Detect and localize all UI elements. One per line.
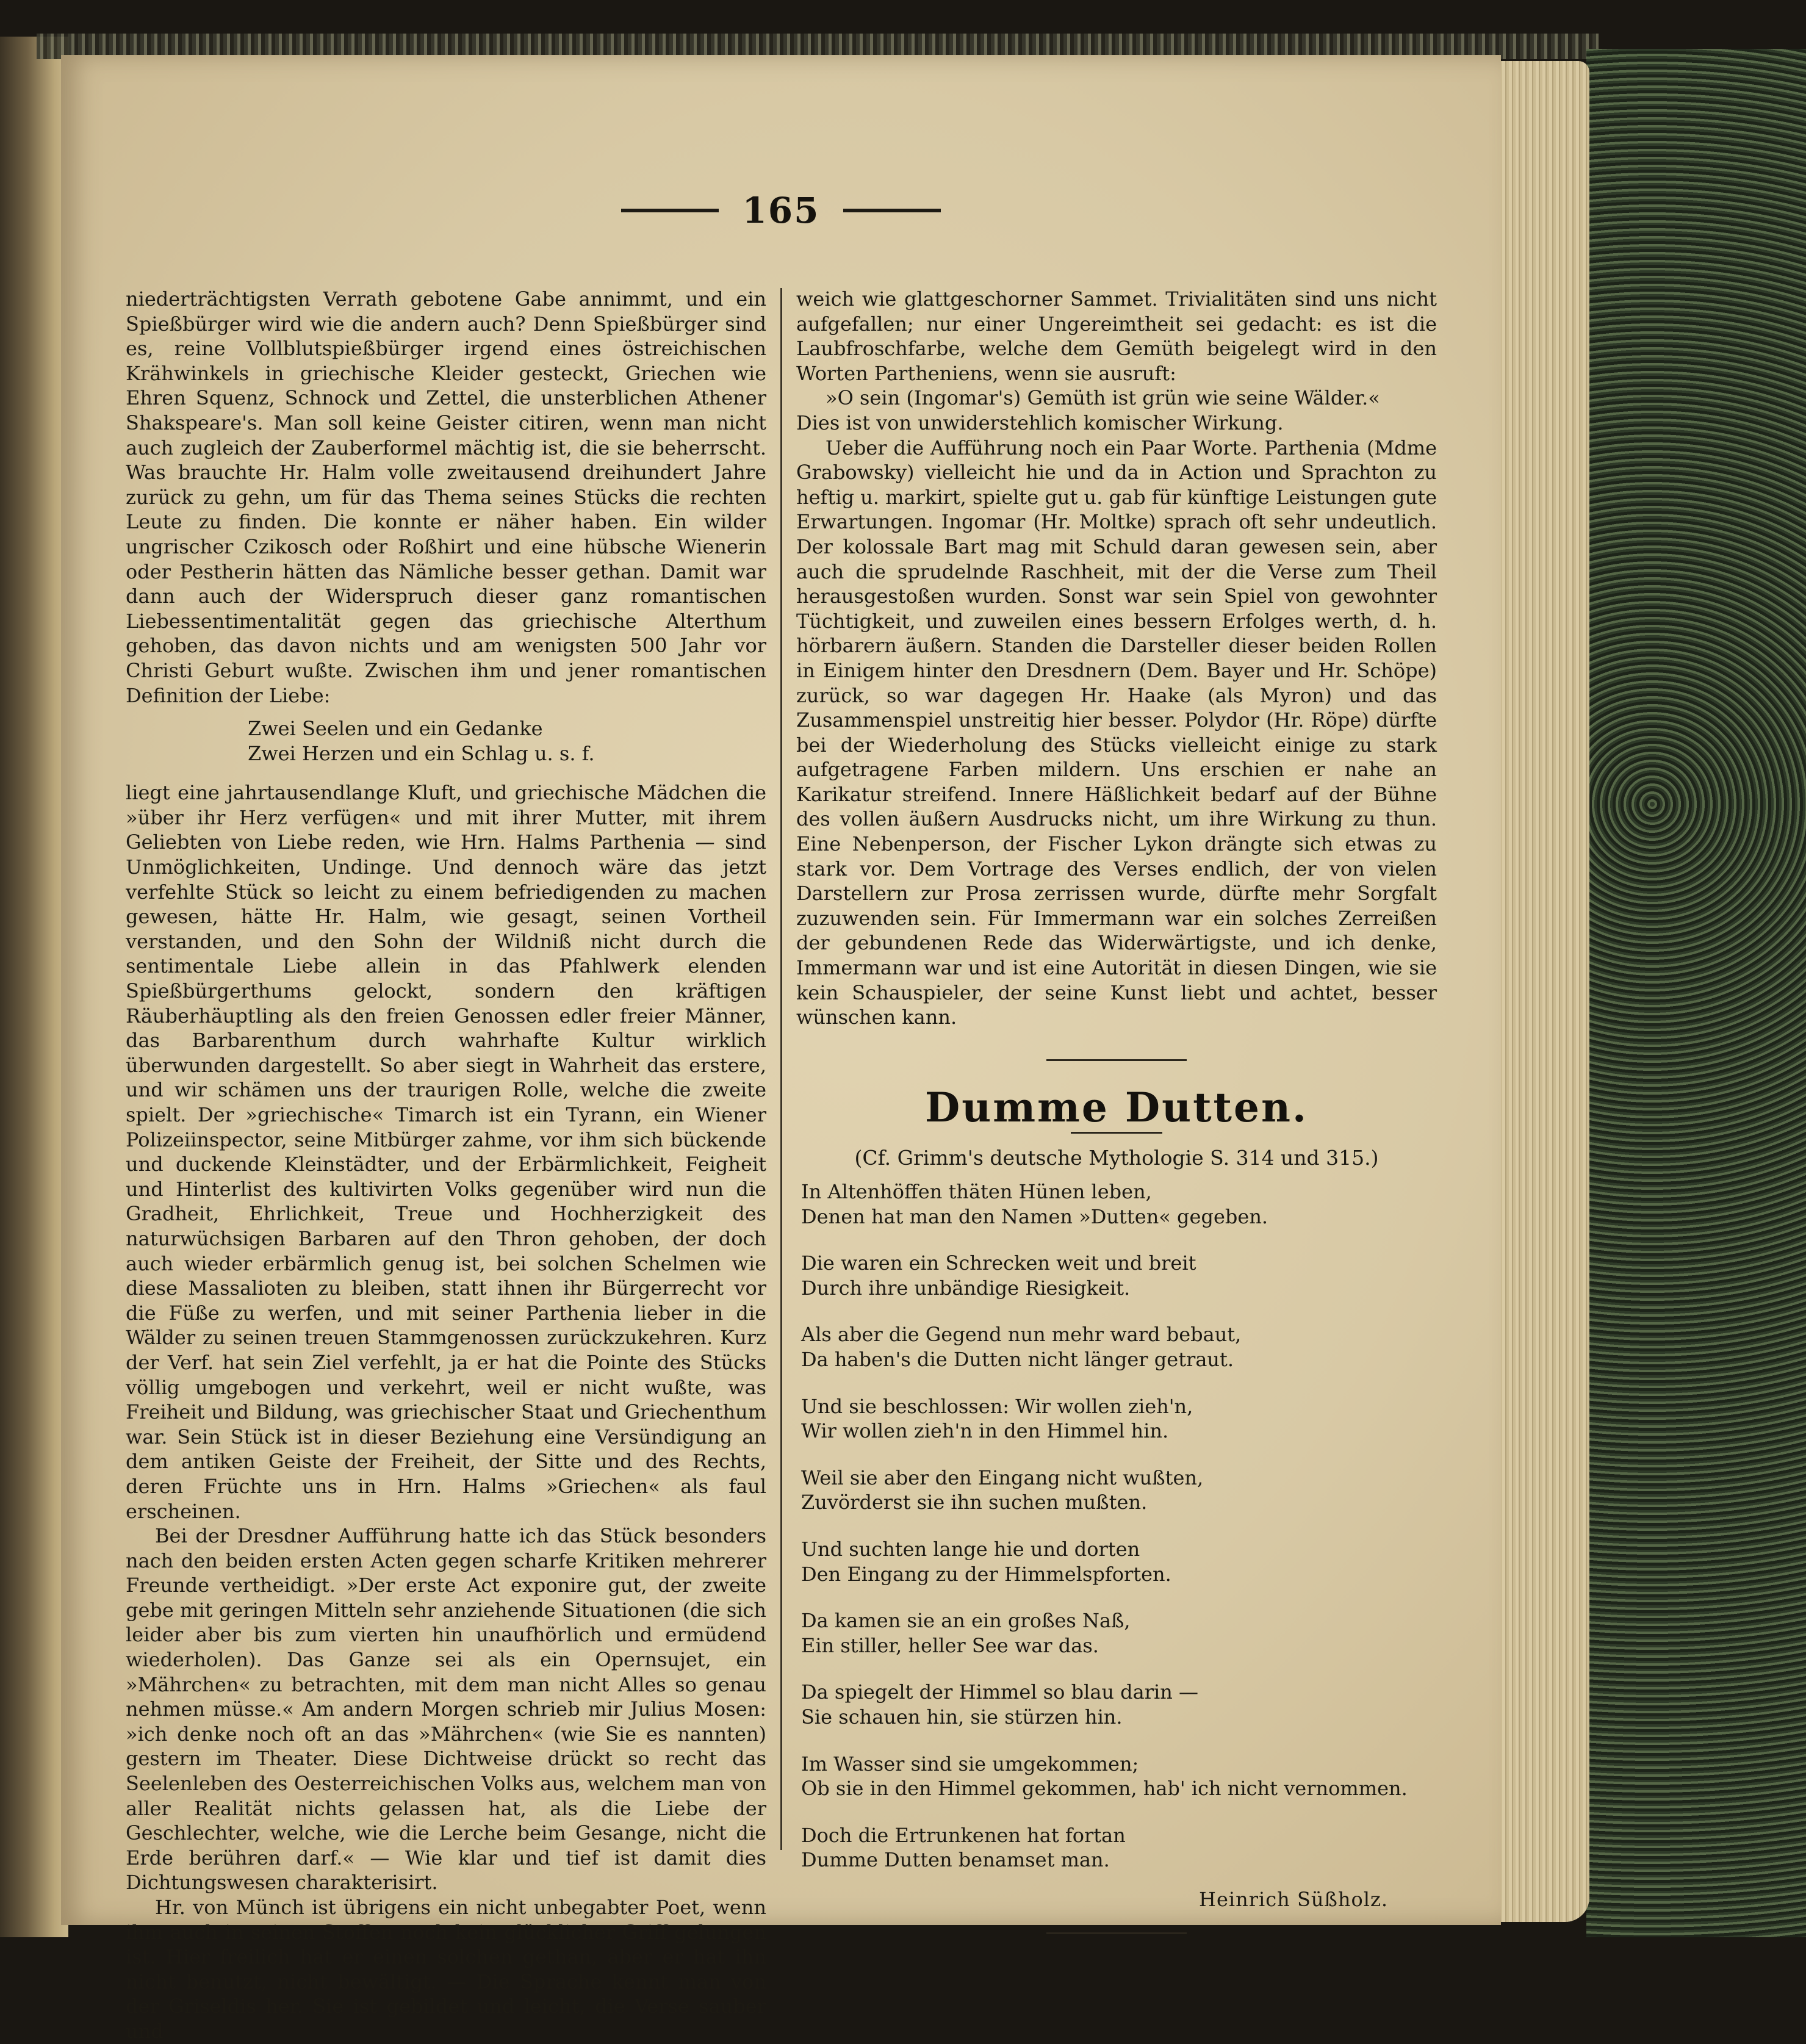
- poem-line: Da haben's die Dutten nicht länger getraut.: [801, 1347, 1234, 1371]
- author-signature: Heinrich Süßholz.: [1199, 1887, 1388, 1911]
- poem-stanza: [796, 1537, 1437, 1586]
- page-number: 165: [742, 190, 820, 231]
- column-divider: [780, 288, 782, 1850]
- poem-stanza: [796, 1179, 1437, 1229]
- paragraph: Dies ist von unwiderstehlich komischer Wirkung.: [796, 411, 1284, 434]
- poem-stanza: [796, 1322, 1437, 1372]
- paragraph: liegt eine jahrtausendlange Kluft, und griechische Mädchen die »über ihr Herz verfügen« und mit ihrer Mutter, mit ihrem Geliebten von Liebe reden, wie Hrn. Halms Parthenia — sind Unmöglichkeiten, Undinge. Und dennoch wäre das jetzt verfehlte Stück so leicht zu einem befriedigenden zu machen gewesen, hätte Hr. Halm, wie gesagt, seinen Vortheil verstanden, und den Sohn der Wildniß nicht durch die sentimentale Liebe allein in das Pfahlwerk elenden Spießbürgerthums gelockt, sondern den kräftigen Räuberhäuptling als den freien Genossen edler freier Männer, das Barbarenthum durch wahrhafte Kultur wirklich überwunden dargestellt. So aber siegt in Wahrheit das erstere, und wir schämen uns der traurigen Rolle, welche die zweite spielt. Der »griechische« Timarch ist ein Tyrann, ein Wiener Polizeiinspector, seine Mitbürger zahme, vor ihm sich bückende und duckende Kleinstädter, und der Erbärmlichkeit, Feigheit und Hinterlist des kultivirten Volks gegenüber wird nun die Gradheit, Ehrlichkeit, Treue und Hochherzigkeit des naturwüchsigen Barbaren auf den Thron gehoben, der doch auch wieder erbärmlich genug ist, bei solchen Schelmen wie diese Massalioten zu bleiben, statt ihnen ihr Bürgerrecht vor die Füße zu werfen, und mit seiner Parthenia lieber in die Wälder zu seinen treuen Stammgenossen zurückzukehren. Kurz der Verf. hat sein Ziel verfehlt, ja er hat die Pointe des Stücks völlig umgebogen und verkehrt, weil er nicht wußte, was Freiheit und Bildung, was griechischer Staat und Griechenthum war. Sein Stück ist in dieser Beziehung eine Versündigung an dem antiken Geiste der Freiheit, der Sitte und des Rechts, deren Früchte uns in Hrn. Halms »Griechen« als faul erscheinen.: [126, 781, 766, 1523]
- poem-line: Da spiegelt der Himmel so blau darin —: [801, 1680, 1199, 1704]
- verse-line: Zwei Seelen und ein Gedanke: [248, 717, 543, 741]
- section-rule: [1046, 1059, 1187, 1061]
- poem-line: In Altenhöffen thäten Hünen leben,: [801, 1180, 1152, 1203]
- poem-line: Wir wollen zieh'n in den Himmel hin.: [801, 1419, 1169, 1443]
- poem-line: Die waren ein Schrecken weit und breit: [801, 1251, 1196, 1275]
- paragraph: Bei der Dresdner Aufführung hatte ich das Stück besonders nach den beiden ersten Acten gegen scharfe Kritiken mehrerer Freunde vertheidigt. »Der erste Act exponire gut, der zweite gebe mit geringen Mitteln sehr anziehende Situationen (die sich leider aber bis zum vierten hin unaufhörlich und ermüdend wiederholen). Das Ganze sei als ein Opernsujet, ein »Mährchen« zu betrachten, mit dem man nicht Alles so genau nehmen müsse.« Am andern Morgen schrieb mir Julius Mosen: »ich denke noch oft an das »Mährchen« (wie Sie es nannten) gestern im Theater. Diese Dichtweise drückt so recht das Seelenleben des Oesterreichischen Volks aus, welchem man von aller Realität nichts gelassen hat, als die Liebe der Geschlechter, welche, wie die Lerche beim Gesange, nicht die Erde berühren darf.« — Wie klar und tief ist damit dies Dichtungswesen charakterisirt.: [126, 1524, 766, 1895]
- paragraph: Ueber die Aufführung noch ein Paar Worte. Parthenia (Mdme Grabowsky) vielleicht hie und da in Action und Sprachton zu heftig u. markirt, spielte gut u. gab für künftige Leistungen gute Erwartungen. Ingomar (Hr. Moltke) sprach oft sehr undeutlich. Der kolossale Bart mag mit Schuld daran gewesen sein, aber auch die sprudelnde Raschheit, mit der die Verse zum Theil herausgestoßen wurden. Sonst war sein Spiel von gewohnter Tüchtigkeit, und zuweilen eines bessern Erfolges werth, d. h. hörbarern äußern. Standen die Darsteller dieser beiden Rollen in Einigem hinter den Dresdnern (Dem. Bayer und Hr. Schöpe) zurück, so war dagegen Hr. Haake (als Myron) und das Zusammenspiel unstreitig hier besser. Polydor (Hr. Röpe) dürfte bei der Wiederholung des Stücks vielleicht einige zu stark aufgetragene Farben mildern. Uns erschien er nahe an Karikatur streifend. Innere Häßlichkeit bedarf auf der Bühne des vollen äußern Ausdrucks nicht, um ihre Wirkung zu thun. Eine Nebenperson, der Fischer Lykon drängte sich etwas zu stark vor. Dem Vortrage des Verses endlich, der von vielen Darstellern zur Prosa zerrissen wurde, dürfte mehr Sorgfalt zuzuwenden sein. Für Immermann war ein solches Zerreißen der gebundenen Rede das Widerwärtigste, und ich denke, Immermann war und ist eine Autorität in diesen Dingen, wie sie kein Schauspieler, der seine Kunst liebt und achtet, besser wünschen kann.: [796, 436, 1437, 1029]
- poem-stanza: [796, 1251, 1437, 1300]
- poem-line: Dumme Dutten benamset man.: [801, 1848, 1110, 1872]
- poem-stanza: [796, 1466, 1437, 1515]
- newspaper-page: [61, 55, 1501, 2043]
- poem-line: Ein stiller, heller See war das.: [801, 1633, 1099, 1657]
- header-dash-right: [843, 209, 941, 212]
- poem-line: Weil sie aber den Eingang nicht wußten,: [801, 1466, 1204, 1489]
- paragraph: Hr. von Münch ist übrigens ein nicht unbegabter Poet, wenn ihm auch in seinen Stoffen noch kein glücklicher Griff gelungen ist. Hier freilich hat er einen solchen gethan, aber er hat ihn nicht benutzt, nicht bewältigt. — Die Sprache kennt man von der Griseldis her. Sie ist gebildet und leicht, die Verse sauber und: [126, 1896, 766, 2043]
- paragraph: weich wie glattgeschorner Sammet. Trivialitäten sind uns nicht aufgefallen; nur einer Ungereimtheit sei gedacht: es ist die Laubfroschfarbe, welche dem Gemüth beigelegt wird in den Worten Partheniens, wenn sie ausruft:: [796, 287, 1437, 385]
- poem-line: Denen hat man den Namen »Dutten« gegeben.: [801, 1204, 1268, 1228]
- left-column: [126, 287, 766, 2043]
- poem-stanza: [796, 1394, 1437, 1444]
- poem-stanza: [796, 1608, 1437, 1658]
- poem-line: Doch die Ertrunkenen hat fortan: [801, 1823, 1126, 1847]
- poem-stanza: [796, 1823, 1437, 1873]
- poem-line: Im Wasser sind sie umgekommen;: [801, 1752, 1139, 1776]
- poem-line: Da kamen sie an ein großes Naß,: [801, 1609, 1131, 1633]
- verse-quote: [126, 716, 766, 766]
- page-header: [61, 183, 1501, 238]
- right-column: [796, 287, 1437, 1911]
- paragraph: niederträchtigsten Verrath gebotene Gabe annimmt, und ein Spießbürger wird wie die andern auch? Denn Spießbürger sind es, reine Vollblutspießbürger irgend eines östreichischen Krähwinkels in griechische Kleider gesteckt, Griechen wie Ehren Squenz, Schnock und Zettel, die unsterblichen Athener Shakspeare's. Man soll keine Geister citiren, wenn man nicht auch zugleich der Zauberformel mächtig ist, die sie beherrscht. Was brauchte Hr. Halm volle zweitausend dreihundert Jahre zurück zu gehn, um für das Thema seines Stücks die rechten Leute zu finden. Die konnte er näher haben. Ein wilder ungrischer Czikosch oder Roßhirt und eine hübsche Wienerin oder Pestherin hätten das Nämliche besser gethan. Damit war dann auch der Widerspruch dieser ganz romantischen Liebessentimentalität gegen das griechische Alterthum gehoben, das davon nichts und am wenigsten 500 Jahr vor Christi Geburt wußte. Zwischen ihm und jener romantischen Definition der Liebe:: [126, 287, 766, 707]
- end-rule: [1046, 1932, 1187, 1934]
- left-page-edge: [0, 37, 68, 1937]
- poem-source: (Cf. Grimm's deutsche Mythologie S. 314 und 315.): [854, 1146, 1379, 1170]
- poem-stanza: [796, 1680, 1437, 1729]
- verse-line: Zwei Herzen und ein Schlag u. s. f.: [248, 741, 595, 765]
- poem-line: Ob sie in den Himmel gekommen, hab' ich nicht vernommen.: [801, 1777, 1408, 1801]
- poem-line: Durch ihre unbändige Riesigkeit.: [801, 1276, 1131, 1300]
- quote-line: »O sein (Ingomar's) Gemüth ist grün wie seine Wälder.«: [826, 386, 1380, 410]
- title-rule: [1071, 1132, 1162, 1134]
- poem: [796, 1179, 1437, 1873]
- poem-line: Als aber die Gegend nun mehr ward bebaut,: [801, 1323, 1242, 1347]
- poem-line: Und sie beschlossen: Wir wollen zieh'n,: [801, 1394, 1193, 1418]
- poem-line: Und suchten lange hie und dorten: [801, 1537, 1140, 1561]
- poem-line: Sie schauen hin, sie stürzen hin.: [801, 1705, 1123, 1729]
- poem-line: Zuvörderst sie ihn suchen mußten.: [801, 1491, 1148, 1514]
- page-stack-edge: [1489, 61, 1589, 1922]
- poem-title: Dumme Dutten.: [924, 1083, 1308, 1131]
- header-dash-left: [621, 209, 719, 212]
- marbled-cover: [1586, 49, 1806, 1937]
- poem-stanza: [796, 1752, 1437, 1801]
- poem-line: Den Eingang zu der Himmelspforten.: [801, 1562, 1171, 1586]
